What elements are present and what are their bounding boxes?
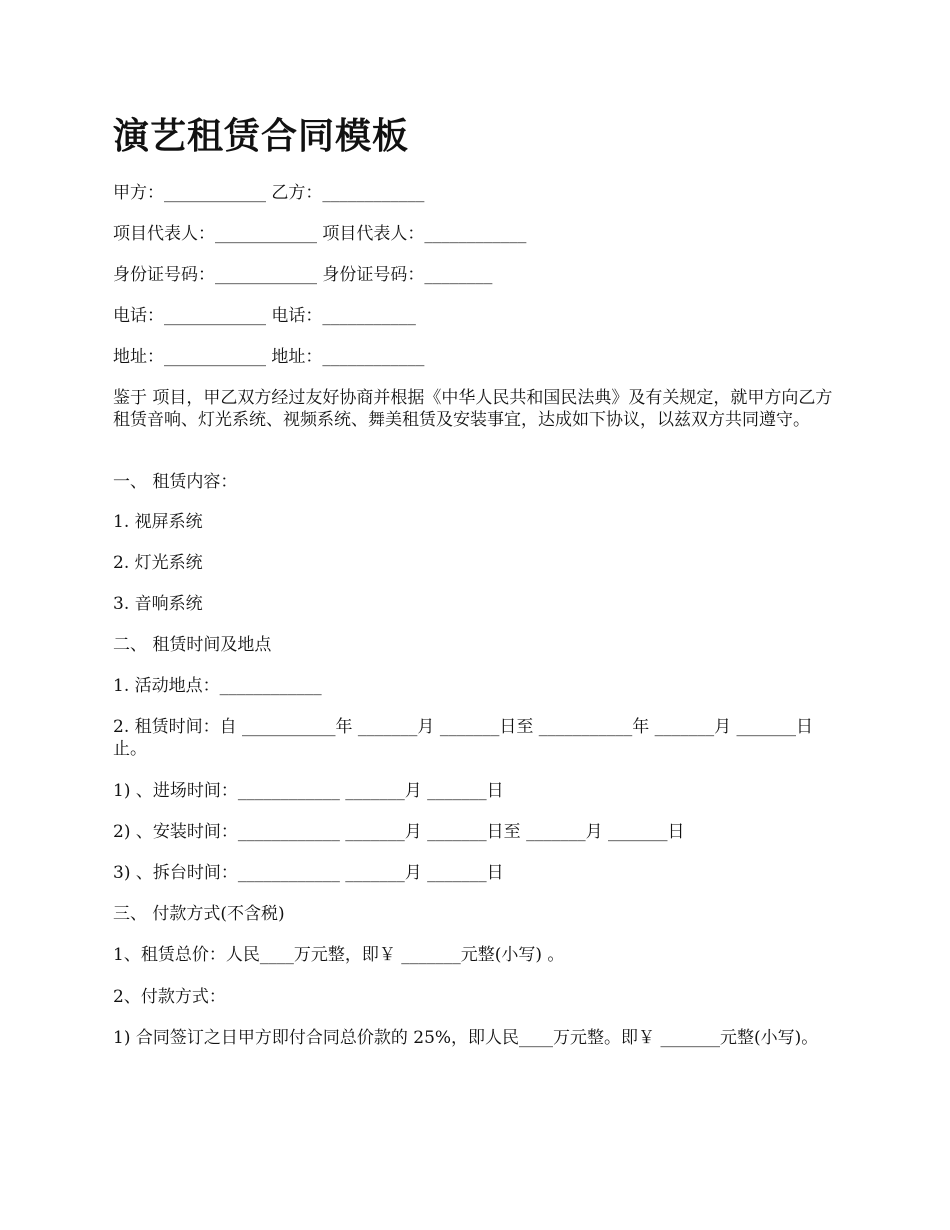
installation-time-line: 2) 、安装时间：____________ _______月 _______日至 _______月 _______日	[113, 822, 685, 842]
section-1-heading: 一、 租赁内容：	[113, 472, 238, 492]
rental-item: 2. 灯光系统	[113, 553, 203, 573]
section-3-heading: 三、 付款方式(不含税)	[113, 904, 285, 924]
payment-method-line: 2、付款方式：	[113, 987, 226, 1007]
move-in-time-line: 1) 、进场时间：____________ _______月 _______日	[113, 781, 504, 801]
rental-item: 3. 音响系统	[113, 594, 203, 614]
section-2-heading: 二、 租赁时间及地点	[113, 635, 272, 655]
phone-line: 电话：____________ 电话：___________	[113, 306, 416, 326]
preamble-paragraph: 鉴于 项目，甲乙双方经过友好协商并根据《中华人民共和国民法典》及有关规定，就甲方向乙方租赁音响、灯光系统、视频系统、舞美租赁及安装事宜，达成如下协议，以兹双方共同遵守。	[113, 388, 833, 430]
first-installment-paragraph: 1) 合同签订之日甲方即付合同总价款的 25%，即人民____万元整。即￥ _______元整(小写)。	[113, 1028, 819, 1048]
address-line: 地址：____________ 地址：____________	[113, 347, 425, 367]
party-names-line: 甲方：____________ 乙方：____________	[113, 183, 425, 203]
rental-period-paragraph: 2. 租赁时间：自 ___________年 _______月 _______日至 ___________年 _______月 _______日止。	[113, 717, 814, 759]
rental-item: 1. 视屏系统	[113, 512, 203, 532]
id-number-line: 身份证号码：____________ 身份证号码：________	[113, 265, 493, 285]
event-location-line: 1. 活动地点：____________	[113, 676, 322, 696]
document-title: 演艺租赁合同模板	[113, 115, 410, 157]
total-price-line: 1、租赁总价：人民____万元整，即￥ _______元整(小写) 。	[113, 945, 565, 965]
teardown-time-line: 3) 、拆台时间：____________ _______月 _______日	[113, 863, 504, 883]
representative-line: 项目代表人：____________ 项目代表人：____________	[113, 224, 527, 244]
